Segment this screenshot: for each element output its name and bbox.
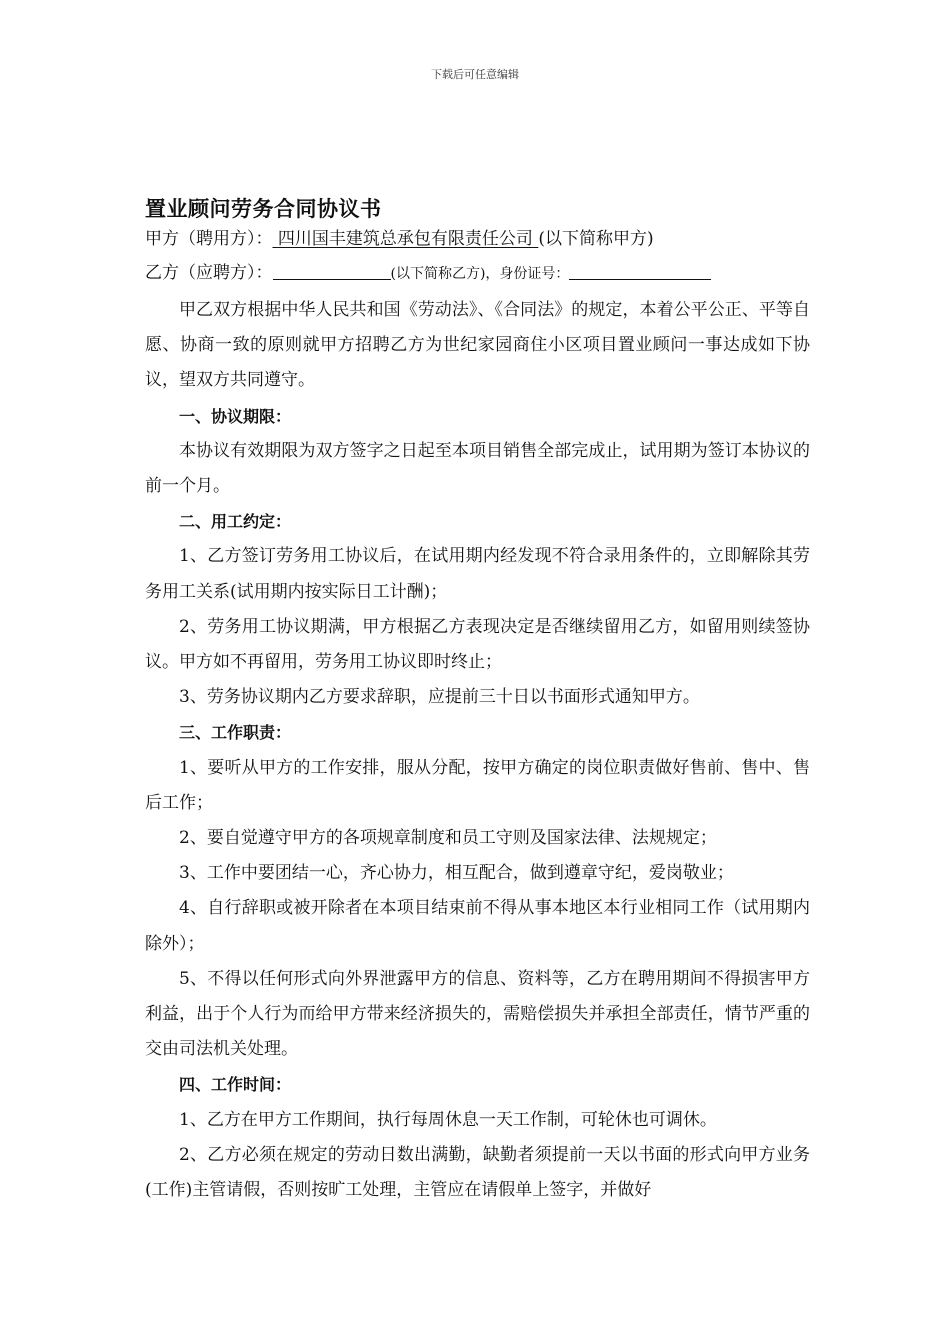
- id-number-blank: [569, 261, 711, 280]
- document-title: 置业顾问劳务合同协议书: [145, 197, 382, 221]
- intro-paragraph: 甲乙双方根据中华人民共和国《劳动法》、《合同法》的规定，本着公平公正、平等自愿、协商一致的原则就甲方招聘乙方为世纪家园商住小区项目置业顾问一事达成如下协议，望双方共同遵守。: [145, 300, 810, 391]
- party-b-name-blank: [273, 261, 391, 280]
- clause-paragraph: 2、乙方必须在规定的劳动日数出满勤，缺勤者须提前一天以书面的形式向甲方业务(工作)主管请假，否则按旷工处理，主管应在请假单上签字，并做好: [145, 1144, 810, 1201]
- party-b-label: 乙方（应聘方）：: [145, 263, 273, 283]
- clause-paragraph: 2、劳务用工协议期满，甲方根据乙方表现决定是否继续留用乙方，如留用则续签协议。甲方如不再留用，劳务用工协议即时终止；: [145, 616, 810, 673]
- party-a-name: 四川国丰建筑总承包有限责任公司: [277, 229, 533, 249]
- section-term: [145, 399, 810, 505]
- section-heading: 三、工作职责：: [179, 723, 292, 743]
- section-heading: 四、工作时间：: [179, 1075, 292, 1095]
- clause-paragraph: 5、不得以任何形式向外界泄露甲方的信息、资料等，乙方在聘用期间不得损害甲方利益，出于个人行为而给甲方带来经济损失的，需赔偿损失并承担全部责任，情节严重的交由司法机关处理。: [145, 968, 810, 1060]
- clause-paragraph: 本协议有效期限为双方签字之日起至本项目销售全部完成止，试用期为签订本协议的前一个月。: [145, 440, 810, 497]
- section-heading: 一、协议期限：: [179, 406, 292, 426]
- section-duties: [145, 715, 810, 1067]
- clause-paragraph: 1、乙方签订劳务用工协议后，在试用期内经发现不符合录用条件的，立即解除其劳务用工关系(试用期内按实际日工计酬)；: [145, 546, 810, 602]
- clause-paragraph: 3、工作中要团结一心，齐心协力，相互配合，做到遵章守纪，爱岗敬业；: [179, 863, 734, 884]
- section-heading: 二、用工约定：: [179, 512, 292, 532]
- clause-paragraph: 1、要听从甲方的工作安排，服从分配，按甲方确定的岗位职责做好售前、售中、售后工作；: [145, 757, 810, 813]
- section-working-hours: [145, 1067, 810, 1208]
- clause-paragraph: 2、要自觉遵守甲方的各项规章制度和员工守则及国家法律、法规规定；: [179, 828, 717, 849]
- section-employment: [145, 504, 810, 715]
- header-note: 下载后可任意编辑: [431, 68, 519, 81]
- party-b-line: [145, 258, 810, 289]
- party-a-line: [145, 224, 810, 254]
- clause-paragraph: 4、自行辞职或被开除者在本项目结束前不得从事本地区本行业相同工作（试用期内除外）；: [145, 898, 810, 954]
- party-a-label: 甲方（聘用方）：: [145, 229, 273, 249]
- clause-paragraph: 3、劳务协议期内乙方要求辞职，应提前三十日以书面形式通知甲方。: [179, 687, 700, 708]
- document-body: [145, 194, 810, 1208]
- clause-paragraph: 1、乙方在甲方工作期间，执行每周休息一天工作制，可轮休也可调休。: [179, 1109, 717, 1130]
- party-a-suffix: (以下简称甲方): [538, 229, 654, 249]
- party-b-middle: (以下简称乙方)，身份证号：: [390, 266, 570, 282]
